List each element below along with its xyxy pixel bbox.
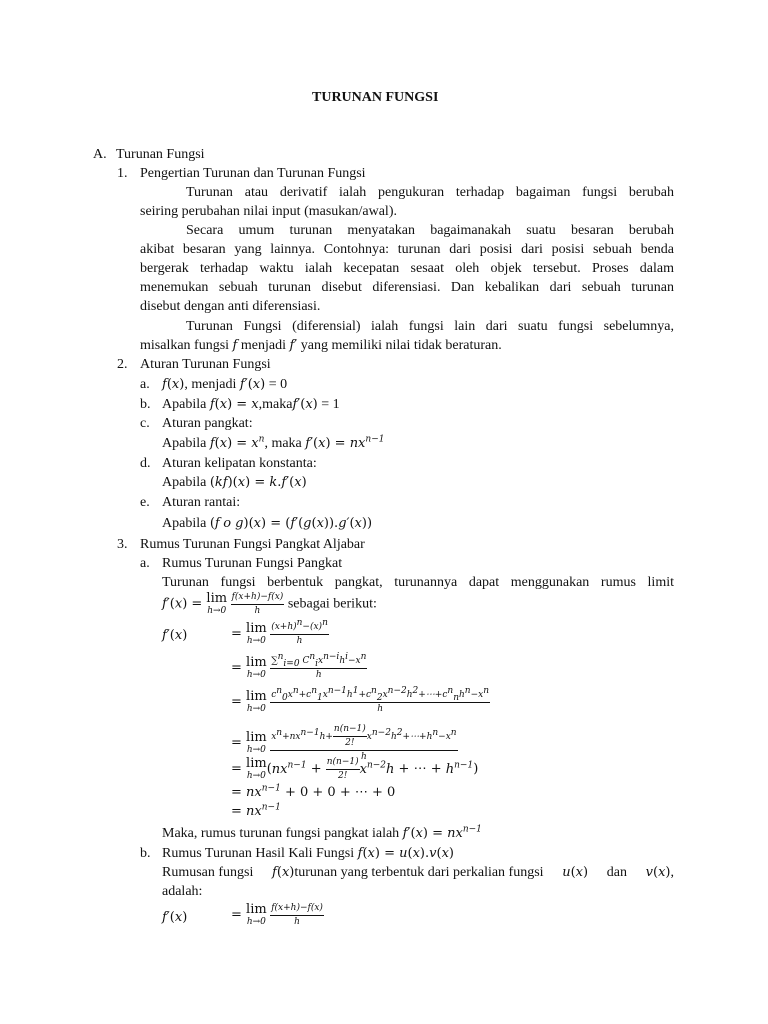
- text-span: Rumus Turunan Hasil Kali Fungsi: [162, 846, 355, 861]
- derivation-step: = lim h→0 $\frac{(x+h)^n-(x)^n}{h}$: [231, 618, 328, 646]
- sub-a-label: a.: [140, 556, 150, 571]
- paragraph-line: menemukan sebuah turunan disebut diferensiasi. Dan kebalikan dari sebuah turunan: [140, 280, 674, 295]
- derivation-step: = lim h→0 ($nx^{n-1}$ + $\frac{n(n-1)}{2!}$ $x^{n-2}h$ + ⋯ + $h^{n-1}$): [231, 755, 479, 781]
- rule-e-title: Aturan rantai:: [162, 495, 241, 510]
- text-span: Maka, rumus turunan fungsi pangkat ialah: [162, 826, 400, 841]
- derivation-step: = lim h→0 $\frac{\sum^n_{i=0} C^n_ix^{n-i}h^i-x^n}{h}$: [231, 652, 367, 680]
- text-span: , maka: [264, 436, 302, 451]
- text-span: sebagai berikut:: [287, 596, 377, 612]
- derivation-lhs: f′(x): [162, 910, 188, 925]
- math-inline: f: [209, 436, 215, 451]
- rule-b: Apabila f(x) = x,makaf′(x) = 1: [162, 397, 340, 412]
- paragraph-line: Turunan Fungsi (diferensial) ialah fungsi lain dari suatu fungsi sebelumnya,: [186, 319, 674, 334]
- section-a-label: A.: [93, 147, 107, 162]
- math-inline: f: [214, 516, 220, 531]
- math-inline: f′: [402, 826, 411, 841]
- math-inline: f: [272, 865, 277, 880]
- item-3-number: 3.: [117, 537, 128, 552]
- math-inline: f: [162, 377, 167, 392]
- derivation-step: = $nx^{n-1}$: [231, 802, 281, 819]
- text-span: Apabila: [162, 516, 207, 531]
- page-title: TURUNAN FUNGSI: [312, 90, 439, 105]
- math-inline: kf: [214, 475, 228, 490]
- paragraph-line: Turunan fungsi berbentuk pangkat, turunannya dapat menggunakan rumus limit: [162, 575, 674, 590]
- math-inline: f′: [292, 397, 301, 412]
- paragraph-line: Rumusan fungsi f(x)turunan yang terbentuk dari perkalian fungsi u(x) dan v(x),: [162, 865, 674, 880]
- text-span: ,maka: [258, 397, 293, 412]
- math-inline: f: [232, 338, 238, 353]
- rule-b-label: b.: [140, 397, 151, 412]
- paragraph-line: disebut dengan anti diferensiasi.: [140, 299, 321, 314]
- rule-c-title: Aturan pangkat:: [162, 416, 253, 431]
- rule-c-label: c.: [140, 416, 150, 431]
- paragraph-line: seiring perubahan nilai input (masukan/awal).: [140, 204, 397, 219]
- rule-c: Apabila $f(x) = x^n$, maka $f'(x) = nx^{n-1}$: [162, 434, 385, 451]
- sub-b-heading: Rumus Turunan Hasil Kali Fungsi f(x) = u(x).v(x): [162, 846, 454, 861]
- paragraph-line: adalah:: [162, 884, 203, 899]
- math-inline: f: [209, 397, 215, 412]
- math-inline: u: [562, 865, 571, 880]
- derivation-lhs: f′(x): [162, 628, 188, 643]
- item-1-heading: Pengertian Turunan dan Turunan Fungsi: [140, 166, 366, 181]
- paragraph-line: akibat besaran yang lainnya. Contohnya: turunan dari posisi dari posisi sebuah benda: [140, 242, 674, 257]
- rule-a-label: a.: [140, 377, 150, 392]
- text-span: , menjadi: [184, 377, 237, 392]
- text-span: = 0: [268, 377, 288, 392]
- text-span: = 1: [321, 397, 340, 412]
- rule-d: Apabila (kf)(x) = k.f′(x): [162, 475, 307, 490]
- text-span: Apabila: [162, 436, 207, 451]
- derivation-step: = lim h→0 $\frac{c^n_0x^n+c^n_1x^{n-1}h^1+c^n_2x^{n-2}h^2+\cdots+c^n_nh^n-x^n}{h}$: [231, 686, 489, 714]
- math-inline: f′: [289, 338, 298, 353]
- rule-d-title: Aturan kelipatan konstanta:: [162, 456, 317, 471]
- item-2-heading: Aturan Turunan Fungsi: [140, 357, 271, 372]
- rule-e: Apabila (f o g)(x) = (f′(g(x)).g′(x)): [162, 516, 373, 531]
- paragraph-line: [140, 337, 502, 355]
- text-span: Apabila: [162, 397, 207, 412]
- text-span: misalkan fungsi: [140, 338, 230, 353]
- text-span: Rumusan fungsi: [162, 865, 254, 880]
- derivative-definition: f′(x) = lim h→0 $\frac{f(x+h)-f(x)}{h}$ sebagai berikut:: [162, 590, 377, 616]
- item-2-number: 2.: [117, 357, 128, 372]
- math-inline: f: [357, 846, 363, 861]
- paragraph-line: Secara umum turunan menyatakan bagaimanakah suatu besaran berubah: [186, 223, 674, 238]
- rule-d-label: d.: [140, 456, 151, 471]
- paragraph-line: Turunan atau derivatif ialah pengukuran terhadap bagaiman fungsi berubah: [186, 185, 674, 200]
- text-span: yang memiliki nilai tidak beraturan.: [300, 338, 502, 353]
- conclusion-line: Maka, rumus turunan fungsi pangkat ialah $f'(x) = nx^{n-1}$: [162, 824, 482, 841]
- derivation-step: = $nx^{n-1} + 0 + 0$ + ⋯ + 0: [231, 783, 396, 800]
- text-span: dan: [606, 865, 627, 880]
- math-inline: f′: [239, 377, 248, 392]
- text-span: menjadi: [240, 338, 286, 353]
- sub-b-label: b.: [140, 846, 151, 861]
- text-span: Apabila: [162, 475, 207, 490]
- derivation-step: = lim h→0 $\frac{f(x+h)-f(x)}{h}$: [231, 901, 323, 927]
- paragraph-line: bergerak terhadap waktu ialah kecepatan sesaat oleh objek tersebut. Proses dalam: [140, 261, 674, 276]
- item-3-heading: Rumus Turunan Fungsi Pangkat Aljabar: [140, 537, 365, 552]
- derivation-step: = lim h→0 $x^n+nx^{n-1}h+$ $\frac{n(n-1)}{2!}$ $x^{n-2}h^2+\cdots+h^n-x^n$ h: [231, 724, 457, 762]
- sub-a-heading: Rumus Turunan Fungsi Pangkat: [162, 556, 343, 571]
- text-span: turunan yang terbentuk dari perkalian fungsi: [294, 865, 544, 880]
- section-a-heading: Turunan Fungsi: [116, 147, 205, 162]
- math-inline: f′: [305, 436, 314, 451]
- math-inline: v: [645, 865, 653, 880]
- rule-a: f(x), menjadi f′(x) = 0: [162, 377, 288, 392]
- rule-e-label: e.: [140, 495, 150, 510]
- item-1-number: 1.: [117, 166, 128, 181]
